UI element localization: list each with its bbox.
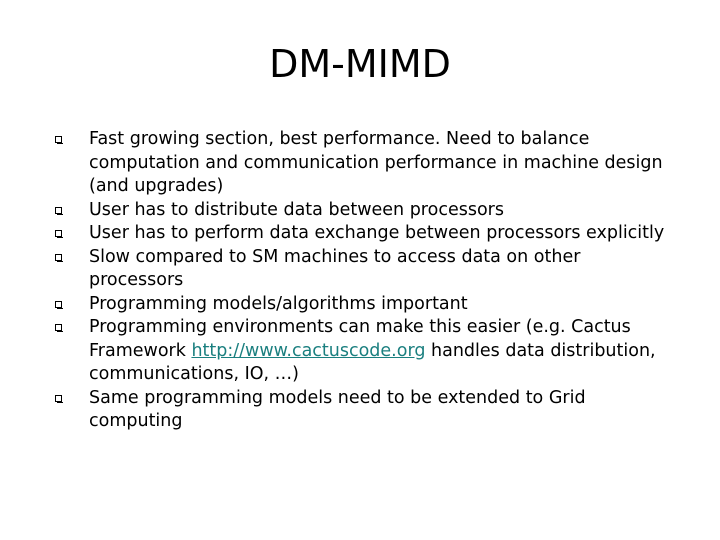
bullet-text: User has to perform data exchange between processors explicitly <box>89 223 665 243</box>
square-bullet-icon <box>55 207 62 214</box>
bullet-text: User has to distribute data between processors <box>89 199 504 220</box>
bullet-item <box>55 316 665 387</box>
bullet-text: Slow compared to SM machines to access data on other processors <box>89 246 581 290</box>
bullet-item <box>55 293 665 317</box>
square-bullet-icon <box>55 136 62 143</box>
bullet-text: Fast growing section, best performance. Need to balance computation and communication performance in machine design (and upgrades) <box>89 129 663 196</box>
square-bullet-icon <box>55 395 62 402</box>
square-bullet-icon <box>55 301 62 308</box>
square-bullet-icon <box>55 254 62 261</box>
bullet-item <box>55 246 665 293</box>
bullet-list <box>55 128 665 434</box>
bullet-text-after-link: handles data distribution, communications, IO, …) <box>89 340 656 384</box>
square-bullet-icon <box>55 230 62 237</box>
bullet-item <box>55 128 665 199</box>
bullet-item <box>55 199 665 223</box>
cactus-link[interactable]: http://www.cactuscode.org <box>191 340 426 361</box>
bullet-item <box>55 387 665 434</box>
bullet-text-before-link: Programming environments can make this easier (e.g. Cactus Framework <box>89 317 631 361</box>
slide-title: DM-MIMD <box>269 42 451 86</box>
square-bullet-icon <box>55 324 62 331</box>
bullet-item <box>55 222 665 246</box>
bullet-text: Same programming models need to be extended to Grid computing <box>89 387 586 431</box>
bullet-text: Programming models/algorithms important <box>89 293 468 314</box>
